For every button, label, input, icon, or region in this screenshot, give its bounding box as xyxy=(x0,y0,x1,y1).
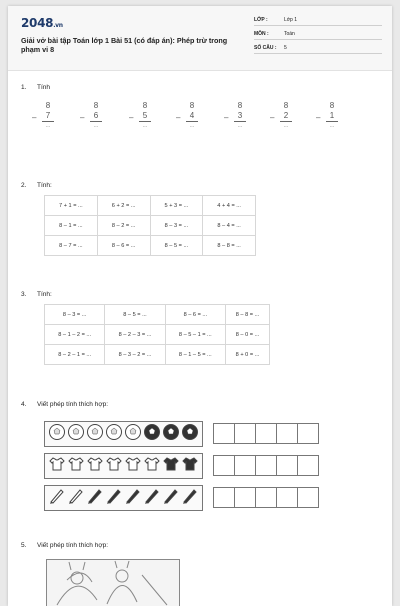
answer-box[interactable] xyxy=(255,487,277,508)
meta-class-row xyxy=(254,14,382,26)
meta-count-label: SỐ CÂU : xyxy=(254,45,277,51)
meta-class-label: LỚP : xyxy=(254,17,268,23)
answer-box[interactable] xyxy=(276,455,298,476)
question-1-text: Tính xyxy=(37,84,51,91)
table-cell[interactable]: 8 – 6 = ... xyxy=(165,305,225,325)
table-row xyxy=(45,216,256,236)
subtrahend: 6 xyxy=(90,111,102,122)
pencil-icon xyxy=(86,487,104,510)
table-row xyxy=(45,236,256,256)
ball-icon xyxy=(162,423,180,446)
page-title: Giải vở bài tập Toán lớp 1 Bài 51 (có đáp án): Phép trừ trong phạm vi 8 xyxy=(21,36,228,54)
minus-sign: – xyxy=(270,113,275,122)
table-cell[interactable]: 8 – 2 – 3 = ... xyxy=(105,325,165,345)
shirt-icon xyxy=(48,455,66,478)
shirt-icon xyxy=(105,455,123,478)
shirt-icon xyxy=(181,455,199,478)
minuend: 8 xyxy=(45,101,51,110)
answer-blank[interactable]: ... xyxy=(45,123,51,129)
minuend: 8 xyxy=(142,101,148,110)
minus-sign: – xyxy=(80,113,85,122)
table-cell[interactable]: 8 – 1 – 5 = ... xyxy=(165,345,225,365)
table-cell[interactable]: 8 + 0 = ... xyxy=(225,345,269,365)
table-cell[interactable]: 8 – 3 = ... xyxy=(150,216,203,236)
answer-blank[interactable]: ... xyxy=(237,123,243,129)
question-2-text: Tính: xyxy=(37,182,52,189)
table-cell[interactable]: 8 – 0 = ... xyxy=(225,325,269,345)
table-cell[interactable]: 8 – 4 = ... xyxy=(203,216,256,236)
answer-boxes xyxy=(214,455,319,476)
meta-subject-value: Toán xyxy=(284,31,295,37)
table-cell[interactable]: 5 + 3 = ... xyxy=(150,196,203,216)
ball-icon xyxy=(67,423,85,446)
site-logo[interactable]: 2048.vn xyxy=(21,16,63,30)
meta-subject-label: MÔN : xyxy=(254,31,269,37)
table-cell[interactable]: 8 – 8 = ... xyxy=(225,305,269,325)
table-cell[interactable]: 8 – 8 = ... xyxy=(203,236,256,256)
worksheet-page xyxy=(8,6,392,606)
q3-table xyxy=(44,304,270,365)
pencil-icon xyxy=(162,487,180,510)
minus-sign: – xyxy=(32,113,37,122)
table-cell[interactable]: 8 – 2 = ... xyxy=(97,216,150,236)
pencil-icon xyxy=(67,487,85,510)
answer-blank[interactable]: ... xyxy=(283,123,289,129)
pencil-icon xyxy=(181,487,199,510)
meta-count-value: 5 xyxy=(284,45,287,51)
pencil-icon xyxy=(105,487,123,510)
answer-blank[interactable]: ... xyxy=(142,123,148,129)
vertical-subtraction xyxy=(326,101,338,130)
meta-class-value: Lớp 1 xyxy=(284,17,298,23)
table-cell[interactable]: 7 + 1 = ... xyxy=(45,196,98,216)
minuend: 8 xyxy=(93,101,99,110)
answer-box[interactable] xyxy=(255,455,277,476)
ball-icon xyxy=(181,423,199,446)
table-row xyxy=(45,305,270,325)
table-row xyxy=(45,325,270,345)
vertical-subtraction xyxy=(139,101,151,130)
answer-box[interactable] xyxy=(213,487,235,508)
minus-sign: – xyxy=(316,113,321,122)
answer-blank[interactable]: ... xyxy=(189,123,195,129)
question-4-number: 4. xyxy=(21,401,27,408)
ball-icon xyxy=(86,423,104,446)
table-cell[interactable]: 8 – 5 = ... xyxy=(150,236,203,256)
minus-sign: – xyxy=(176,113,181,122)
ball-icon xyxy=(143,423,161,446)
minuend: 8 xyxy=(283,101,289,110)
vertical-subtraction xyxy=(280,101,292,130)
answer-box[interactable] xyxy=(213,423,235,444)
answer-box[interactable] xyxy=(234,423,256,444)
shirt-icon xyxy=(162,455,180,478)
answer-blank[interactable]: ... xyxy=(329,123,335,129)
answer-box[interactable] xyxy=(234,455,256,476)
question-4-text: Viết phép tính thích hợp: xyxy=(37,401,108,408)
table-cell[interactable]: 4 + 4 = ... xyxy=(203,196,256,216)
table-cell[interactable]: 8 – 7 = ... xyxy=(45,236,98,256)
answer-box[interactable] xyxy=(297,423,319,444)
subtrahend: 5 xyxy=(139,111,151,122)
answer-boxes xyxy=(214,423,319,444)
table-cell[interactable]: 8 – 3 = ... xyxy=(45,305,105,325)
table-cell[interactable]: 8 – 1 = ... xyxy=(45,216,98,236)
ball-icon xyxy=(48,423,66,446)
ball-icon xyxy=(105,423,123,446)
question-5-text: Viết phép tính thích hợp: xyxy=(37,542,108,549)
minuend: 8 xyxy=(329,101,335,110)
q2-table xyxy=(44,195,256,256)
answer-box[interactable] xyxy=(297,455,319,476)
answer-box[interactable] xyxy=(276,423,298,444)
subtrahend: 7 xyxy=(42,111,54,122)
answer-box[interactable] xyxy=(297,487,319,508)
minus-sign: – xyxy=(224,113,229,122)
table-row xyxy=(45,196,256,216)
pencil-icon xyxy=(124,487,142,510)
meta-count-row xyxy=(254,42,382,54)
table-cell[interactable]: 8 – 5 = ... xyxy=(105,305,165,325)
table-cell[interactable]: 8 – 2 – 1 = ... xyxy=(45,345,105,365)
pencil-icon xyxy=(143,487,161,510)
table-cell[interactable]: 8 – 5 – 1 = ... xyxy=(165,325,225,345)
table-cell[interactable]: 8 – 6 = ... xyxy=(97,236,150,256)
question-3-number: 3. xyxy=(21,291,27,298)
minus-sign: – xyxy=(129,113,134,122)
table-cell[interactable]: 8 – 1 – 2 = ... xyxy=(45,325,105,345)
minuend: 8 xyxy=(189,101,195,110)
page-header xyxy=(8,6,392,71)
answer-box[interactable] xyxy=(213,455,235,476)
vertical-subtraction xyxy=(90,101,102,130)
ball-icon xyxy=(124,423,142,446)
table-cell[interactable]: 6 + 2 = ... xyxy=(97,196,150,216)
vertical-subtraction xyxy=(234,101,246,130)
question-1-number: 1. xyxy=(21,84,27,91)
picture-row xyxy=(44,453,203,479)
question-2-number: 2. xyxy=(21,182,27,189)
vertical-subtraction xyxy=(42,101,54,130)
question-5-number: 5. xyxy=(21,542,27,549)
pencil-icon xyxy=(48,487,66,510)
table-row xyxy=(45,345,270,365)
subtrahend: 2 xyxy=(280,111,292,122)
picture-row xyxy=(44,485,203,511)
answer-box[interactable] xyxy=(234,487,256,508)
vertical-subtraction xyxy=(186,101,198,130)
answer-blank[interactable]: ... xyxy=(93,123,99,129)
subtrahend: 3 xyxy=(234,111,246,122)
shirt-icon xyxy=(67,455,85,478)
minuend: 8 xyxy=(237,101,243,110)
subtrahend: 1 xyxy=(326,111,338,122)
shirt-icon xyxy=(124,455,142,478)
answer-box[interactable] xyxy=(276,487,298,508)
meta-subject-row xyxy=(254,28,382,40)
subtrahend: 4 xyxy=(186,111,198,122)
table-cell[interactable]: 8 – 3 – 2 = ... xyxy=(105,345,165,365)
answer-box[interactable] xyxy=(255,423,277,444)
answer-boxes xyxy=(214,487,319,508)
question-3-text: Tính: xyxy=(37,291,52,298)
q5-illustration xyxy=(46,559,180,606)
shirt-icon xyxy=(143,455,161,478)
shirt-icon xyxy=(86,455,104,478)
picture-row xyxy=(44,421,203,447)
